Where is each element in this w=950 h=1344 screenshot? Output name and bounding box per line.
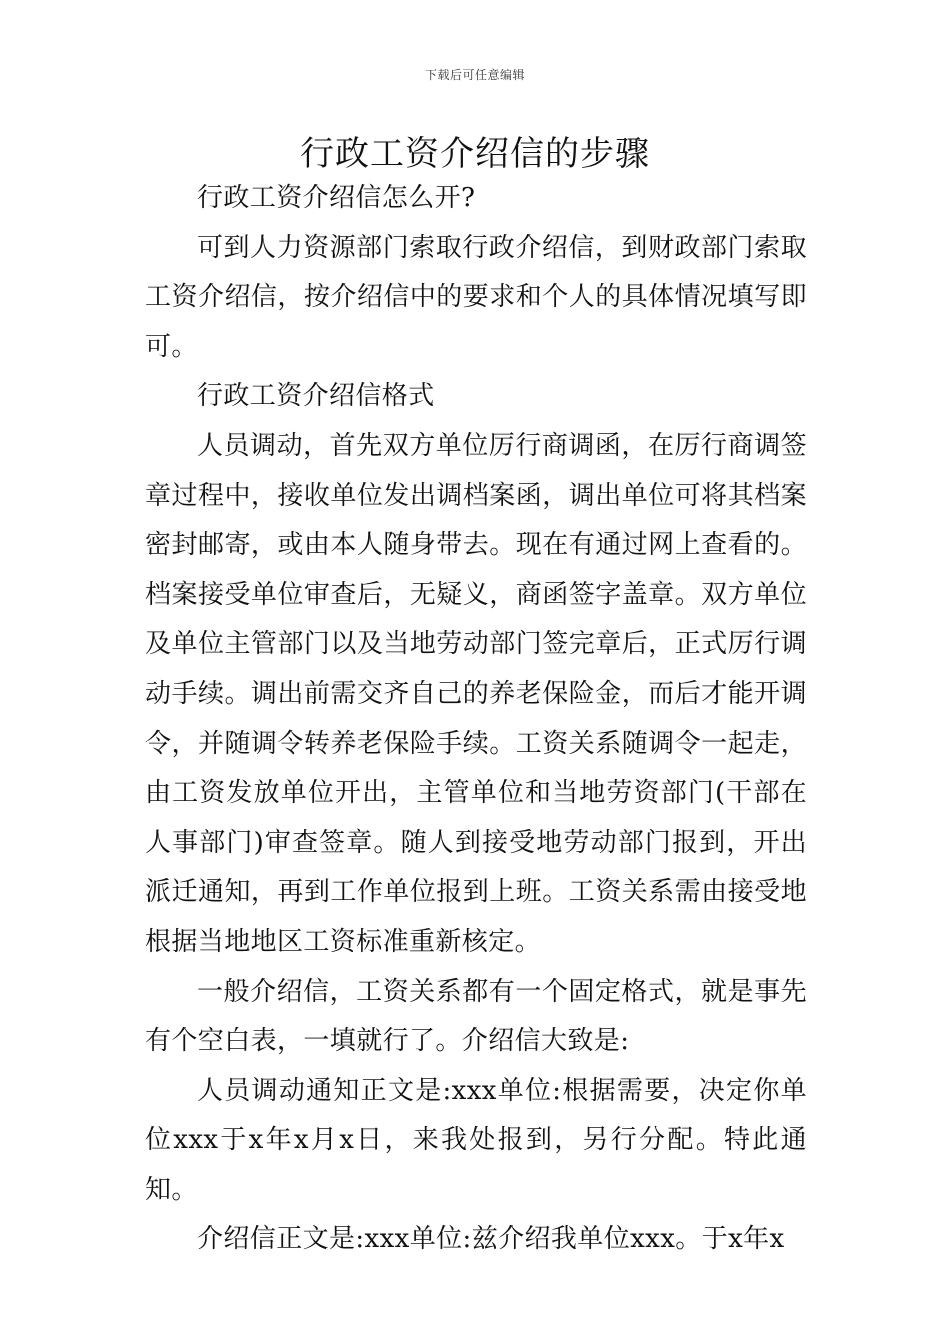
paragraph-format-heading: 行政工资介绍信格式 xyxy=(197,381,435,412)
header-note: 下载后可任意编辑 xyxy=(424,68,525,82)
document-body xyxy=(145,174,807,1265)
paragraph-transfer-process: 人员调动，首先双方单位厉行商调函，在厉行商调签章过程中，接收单位发出调档案函，调出单位可将其档案密封邮寄，或由本人随身带去。现在有通过网上查看的。档案接受单位审查后，无疑义，商函签字盖章。双方单位及单位主管部门以及当地劳动部门签完章后，正式厉行调动手续。调出前需交齐自己的养老保险金，而后才能开调令，并随调令转养老保险手续。工资关系随调令一起走，由工资发放单位开出，主管单位和当地劳资部门(干部在人事部门)审查签章。随人到接受地劳动部门报到，开出派迁通知，再到工作单位报到上班。工资关系需由接受地根据当地地区工资标准重新核定。 xyxy=(145,430,807,957)
paragraph-general-letter: 一般介绍信，工资关系都有一个固定格式，就是事先有个空白表，一填就行了。介绍信大致是: xyxy=(145,976,807,1057)
paragraph-transfer-notice: 人员调动通知正文是:xxx单位:根据需要，决定你单位xxx于x年x月x日，来我处报到，另行分配。特此通知。 xyxy=(145,1075,807,1205)
paragraph-answer: 可到人力资源部门索取行政介绍信，到财政部门索取工资介绍信，按介绍信中的要求和个人的具体情况填写即可。 xyxy=(145,232,807,362)
paragraph-question-heading: 行政工资介绍信怎么开? xyxy=(197,183,476,213)
document-title: 行政工资介绍信的步骤 xyxy=(300,134,650,174)
paragraph-letter-body: 介绍信正文是:xxx单位:兹介绍我单位xxx。于x年x xyxy=(197,1224,785,1255)
